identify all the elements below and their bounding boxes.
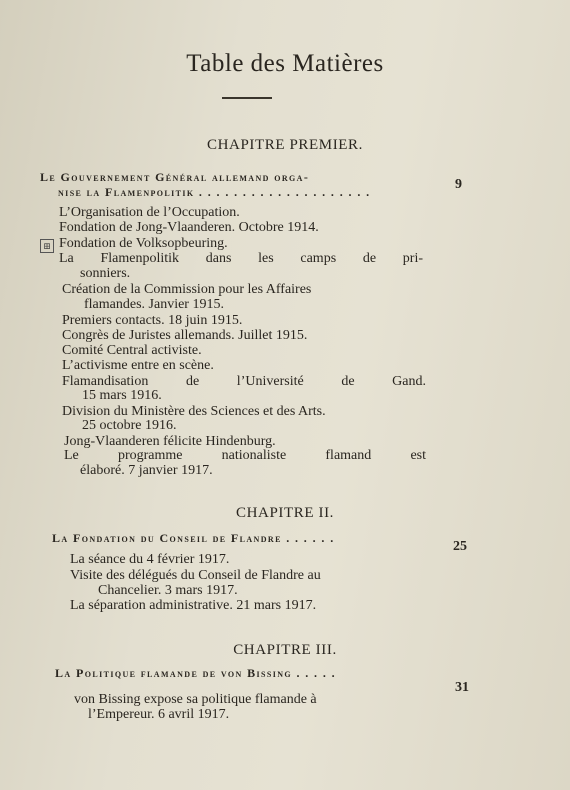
page-number: 9	[455, 177, 462, 192]
title-divider	[222, 97, 272, 99]
chapter-main-entry-line: La Politique flamande de von Bissing . . . . .	[55, 666, 337, 680]
chapter-heading: CHAPITRE PREMIER.	[206, 137, 364, 153]
chapter-main-entry-line: nise la Flamenpolitik . . . . . . . . . . . . . . . . . . . .	[58, 185, 371, 199]
chapter-main-entry-line: La Fondation du Conseil de Flandre . . . . . .	[52, 531, 335, 545]
section-line: Chancelier. 3 mars 1917.	[98, 583, 238, 598]
page-number: 31	[455, 680, 469, 695]
section-line: Visite des délégués du Conseil de Flandre au	[70, 568, 321, 583]
page-number: 25	[453, 539, 467, 554]
section-line: l’Empereur. 6 avril 1917.	[88, 707, 230, 722]
section-line: élaboré. 7 janvier 1917.	[80, 463, 213, 478]
margin-stamp-icon: ⊞	[40, 239, 54, 253]
section-line: La séance du 4 février 1917.	[70, 552, 230, 567]
section-line: Division du Ministère des Sciences et des Arts.	[62, 404, 326, 419]
section-line: Fondation de Volksopbeuring.	[59, 236, 228, 251]
section-line: L’Organisation de l’Occupation.	[59, 205, 240, 220]
chapter-main-entry-line: Le Gouvernement Général allemand orga-	[40, 170, 310, 184]
section-line: L’activisme entre en scène.	[62, 358, 214, 373]
section-line: Premiers contacts. 18 juin 1915.	[62, 313, 243, 328]
section-line: von Bissing expose sa politique flamande à	[74, 692, 317, 707]
section-line: La Flamenpolitik dans les camps de pri-	[59, 251, 423, 266]
chapter-heading: CHAPITRE II.	[235, 505, 335, 521]
section-line: Flamandisation de l’Université de Gand.	[62, 374, 426, 389]
section-line: flamandes. Janvier 1915.	[84, 297, 224, 312]
section-line: Jong-Vlaanderen félicite Hindenburg.	[64, 434, 276, 449]
page-title: Table des Matières	[186, 50, 384, 77]
section-line: Congrès de Juristes allemands. Juillet 1915.	[62, 328, 308, 343]
section-line: Le programme nationaliste flamand est	[64, 448, 426, 463]
chapter-heading: CHAPITRE III.	[233, 642, 337, 658]
section-line: sonniers.	[80, 266, 131, 281]
section-line: 25 octobre 1916.	[82, 418, 177, 433]
section-line: Fondation de Jong-Vlaanderen. Octobre 1914.	[59, 220, 319, 235]
section-line: 15 mars 1916.	[82, 388, 162, 403]
section-line: Création de la Commission pour les Affaires	[62, 282, 312, 297]
section-line: Comité Central activiste.	[62, 343, 202, 358]
section-line: La séparation administrative. 21 mars 1917.	[70, 598, 317, 613]
